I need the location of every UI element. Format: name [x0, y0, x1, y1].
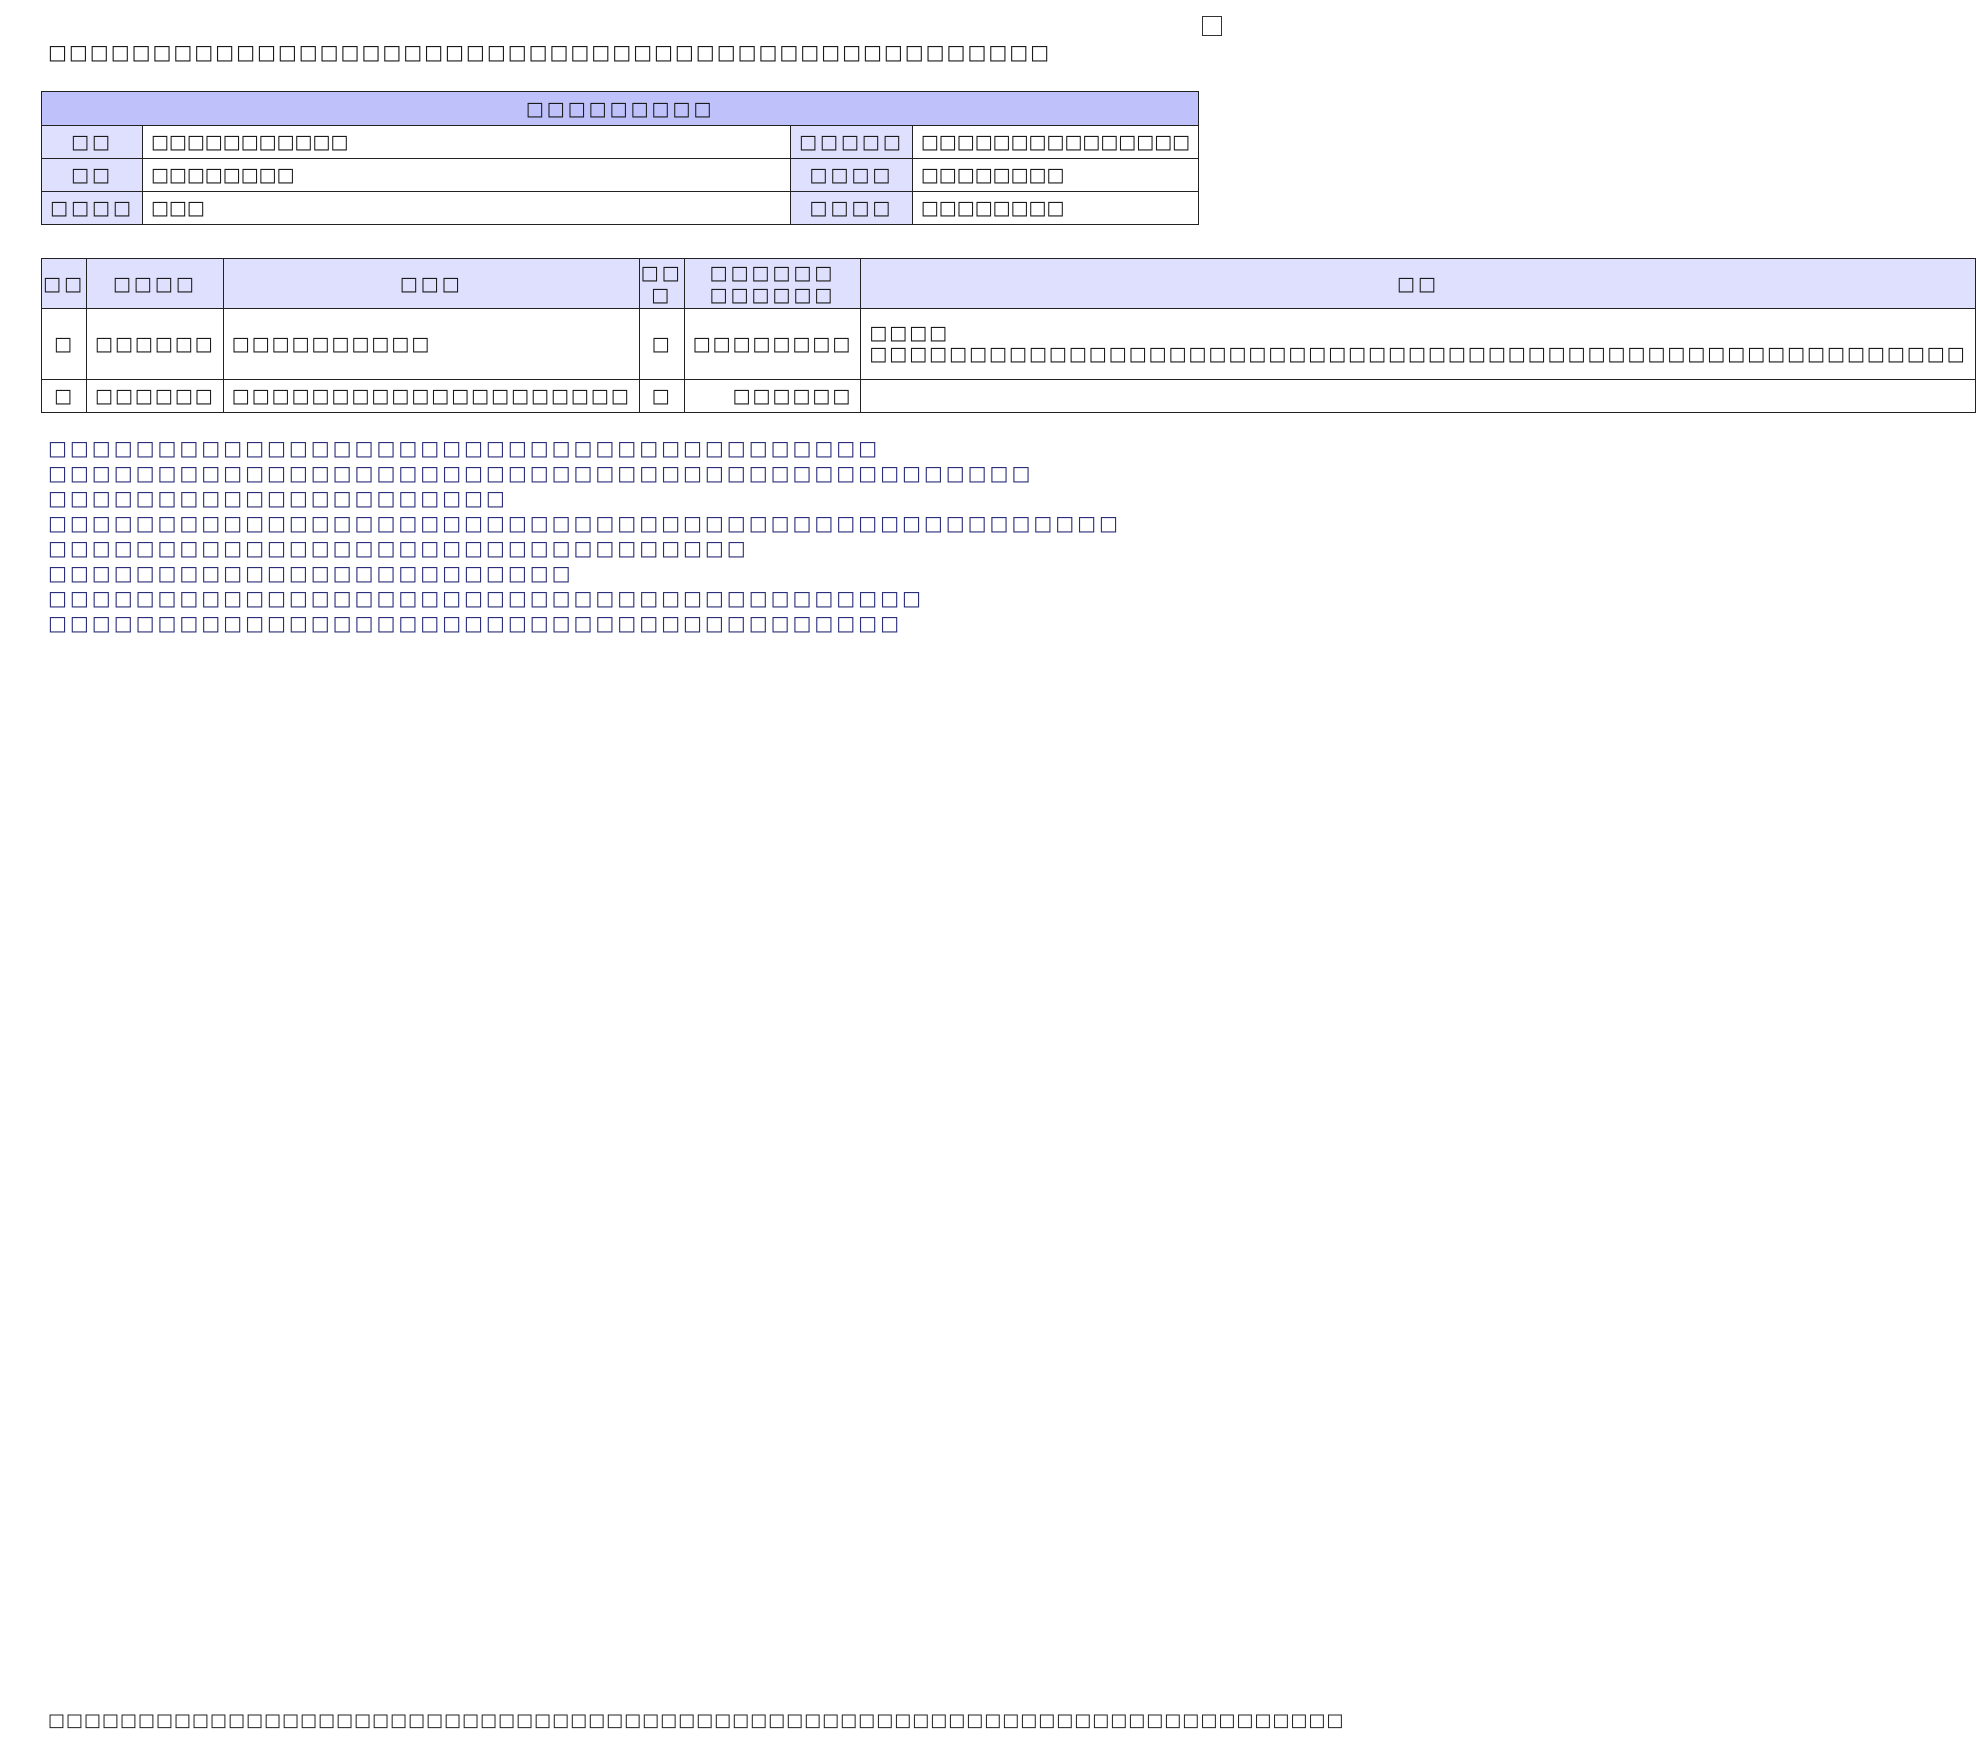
- table-cell: □□□□□□: [86, 380, 223, 413]
- note-line: □□□□□□□□□□□□□□□□□□□□□□□□□□□□□□□□□□□□□□□□: [48, 586, 924, 610]
- info-label: □□□□: [790, 192, 912, 225]
- table-cell: □□□□□□: [86, 309, 223, 380]
- info-value: □□□□□□□□: [142, 159, 790, 192]
- info-value: □□□: [142, 192, 790, 225]
- info-label: □□: [42, 126, 143, 159]
- info-value: □□□□□□□□: [912, 159, 1198, 192]
- notes-block: [48, 436, 1121, 636]
- info-table-title: □□□□□□□□□: [42, 92, 1199, 126]
- table-cell: [861, 380, 1975, 413]
- info-value: □□□□□□□□□□□: [142, 126, 790, 159]
- table-row: [42, 380, 1976, 413]
- table-row: [42, 309, 1976, 380]
- detail-header: □□□□□□ □□□□□□: [684, 259, 861, 309]
- info-value: □□□□□□□□: [912, 192, 1198, 225]
- table-cell: □: [42, 380, 87, 413]
- note-line: □□□□□□□□□□□□□□□□□□□□□□□□□□□□□□□□: [48, 536, 749, 560]
- table-cell: □□□□□□□□□□□□□□□□□□□□: [223, 380, 639, 413]
- detail-header: □□: [42, 259, 87, 309]
- info-table: [41, 91, 1199, 225]
- table-cell: □□□□□□□□□□: [223, 309, 639, 380]
- table-cell: □: [639, 380, 684, 413]
- info-value: □□□□□□□□□□□□□□□: [912, 126, 1198, 159]
- detail-table: [41, 258, 1976, 413]
- note-line: □□□□□□□□□□□□□□□□□□□□□□□□□□□□□□□□□□□□□□□□□□□□□□□□□: [48, 511, 1121, 535]
- detail-header: □□: [861, 259, 1975, 309]
- info-label: □□□□: [790, 159, 912, 192]
- table-cell: □: [42, 309, 87, 380]
- info-label: □□: [42, 159, 143, 192]
- table-cell: □□□□ □□□□□□□□□□□□□□□□□□□□□□□□□□□□□□□□□□□□□□□□□□□□□□□□□□□□□□□: [861, 309, 1975, 380]
- info-label: □□□□□: [790, 126, 912, 159]
- note-line: □□□□□□□□□□□□□□□□□□□□□□□□□□□□□□□□□□□□□□: [48, 436, 881, 460]
- detail-header: □□□□: [86, 259, 223, 309]
- note-line: □□□□□□□□□□□□□□□□□□□□□□□□□□□□□□□□□□□□□□□: [48, 611, 902, 635]
- header-line: □□□□□□□□□□□□□□□□□□□□□□□□□□□□□□□□□□□□□□□□□□□□□□□□: [48, 40, 1052, 64]
- note-line: □□□□□□□□□□□□□□□□□□□□□: [48, 486, 508, 510]
- table-cell: □□□□□□: [684, 380, 861, 413]
- table-cell: □: [639, 309, 684, 380]
- info-label: □□□□: [42, 192, 143, 225]
- table-cell: □□□□□□□□: [684, 309, 861, 380]
- corner-checkbox: [1202, 16, 1222, 36]
- detail-header: □□□: [223, 259, 639, 309]
- footer-line: □□□□□□□□□□□□□□□□□□□□□□□□□□□□□□□□□□□□□□□□□□□□□□□□□□□□□□□□□□□□□□□□□□□□□□□□: [48, 1710, 1345, 1731]
- detail-header: □□ □: [639, 259, 684, 309]
- note-line: □□□□□□□□□□□□□□□□□□□□□□□□□□□□□□□□□□□□□□□□□□□□□: [48, 461, 1034, 485]
- note-line: □□□□□□□□□□□□□□□□□□□□□□□□: [48, 561, 574, 585]
